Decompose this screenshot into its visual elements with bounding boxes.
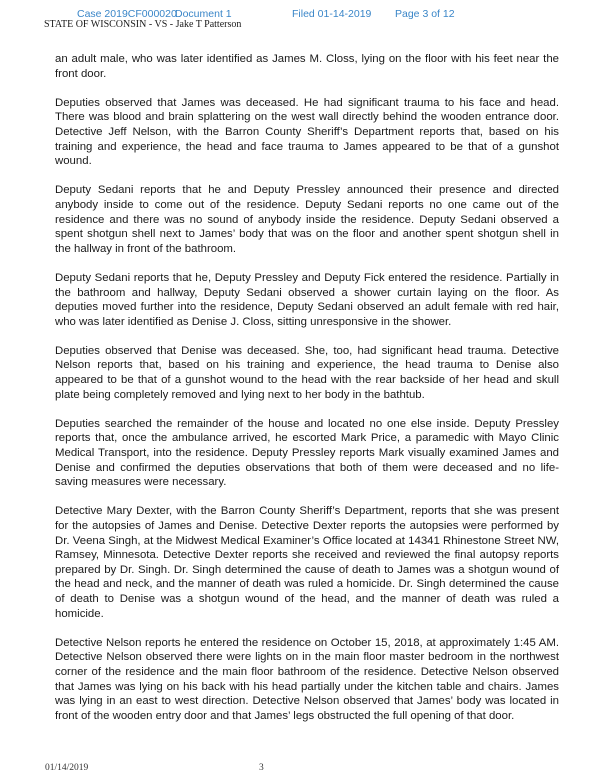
filed-date: Filed 01-14-2019 xyxy=(292,8,372,20)
page-indicator: Page 3 of 12 xyxy=(395,8,455,20)
paragraph: Deputies observed that Denise was deceased. She, too, had significant head trauma. Detective Nelson reports that, based on his training and experience, the head trauma to Denise also appeared to be that of a gunshot wound to the head with the rear backside of her head and skull plate being completely removed and lying next to her body in the bathtub. xyxy=(55,344,559,401)
paragraph: Deputy Sedani reports that he and Deputy Pressley announced their presence and directed anybody inside to come out of the residence. Deputy Sedani reports no one came out of the residence and there was no sound of anybody inside the residence. Deputy Sedani observed a spent shotgun shell next to James’ body that was on the floor and another spent shotgun shell in the hallway in front of the bathroom. xyxy=(55,184,559,255)
paragraph: Deputy Sedani reports that he, Deputy Pressley and Deputy Fick entered the residence. Partially in the bathroom and hallway, Deputy Sedani observed a shower curtain laying on the floor. As deputies moved further into the residence, Deputy Sedani observed an adult female with red hair, who was later identified as Denise J. Closs, sitting unresponsive in the shower. xyxy=(55,271,559,328)
paragraph: Detective Mary Dexter, with the Barron County Sheriff’s Department, reports that she was present for the autopsies of James and Denise. Detective Dexter reports the autopsies were performed by Dr. Veena Singh, at the Midwest Medical Examiner’s Office located at 14341 Rhinestone Street NW, Ramsey, Minnesota. Detective Dexter reports she received and reviewed the final autopsy reports prepared by Dr. Singh. Dr. Singh determined the cause of death to James was a shotgun wound of the head and neck, and the manner of death was ruled a homicide. Dr. Singh determined the cause of death to Denise was a shotgun wound of the head, and the manner of death was ruled a homicide. xyxy=(55,505,559,620)
case-number: Case 2019CF000020 xyxy=(77,8,177,20)
case-caption: STATE OF WISCONSIN - VS - Jake T Patterson xyxy=(44,19,242,30)
paragraph: Deputies searched the remainder of the house and located no one else inside. Deputy Pressley reports that, once the ambulance arrived, he escorted Mark Price, a paramedic with Mayo Clinic Medical Transport, into the residence. Deputy Pressley reports Mark visually examined James and Denise and confirmed the deputies observations that both of them were deceased and no life-saving measures were necessary. xyxy=(55,417,559,489)
paragraph: Deputies observed that James was deceased. He had significant trauma to his face and head. There was blood and brain splattering on the west wall directly behind the wooden entrance door. Detective Jeff Nelson, with the Barron County Sheriff’s Department reports that, based on his training and experience, the head and face trauma to James appeared to be that of a gunshot wound. xyxy=(55,96,559,168)
footer-date: 01/14/2019 xyxy=(45,763,89,773)
paragraph: Detective Nelson reports he entered the residence on October 15, 2018, at approximately 1:45 AM. Detective Nelson observed there were lights on in the main floor master bedroom in the northwest corner of the residence and the main floor bathroom of the residence. Detective Nelson observed that James was lying on his back with his head partially under the kitchen table and chairs. James was lying in an east to west direction. Detective Nelson observed that James’ body was located in front of the wooden entry door and that James’ legs obstructed the full opening of that door. xyxy=(55,636,559,722)
document-body xyxy=(55,52,559,738)
document-number: Document 1 xyxy=(175,8,232,20)
footer-page-number: 3 xyxy=(259,763,264,773)
paragraph: an adult male, who was later identified as James M. Closs, lying on the floor with his feet near the front door. xyxy=(55,53,559,80)
